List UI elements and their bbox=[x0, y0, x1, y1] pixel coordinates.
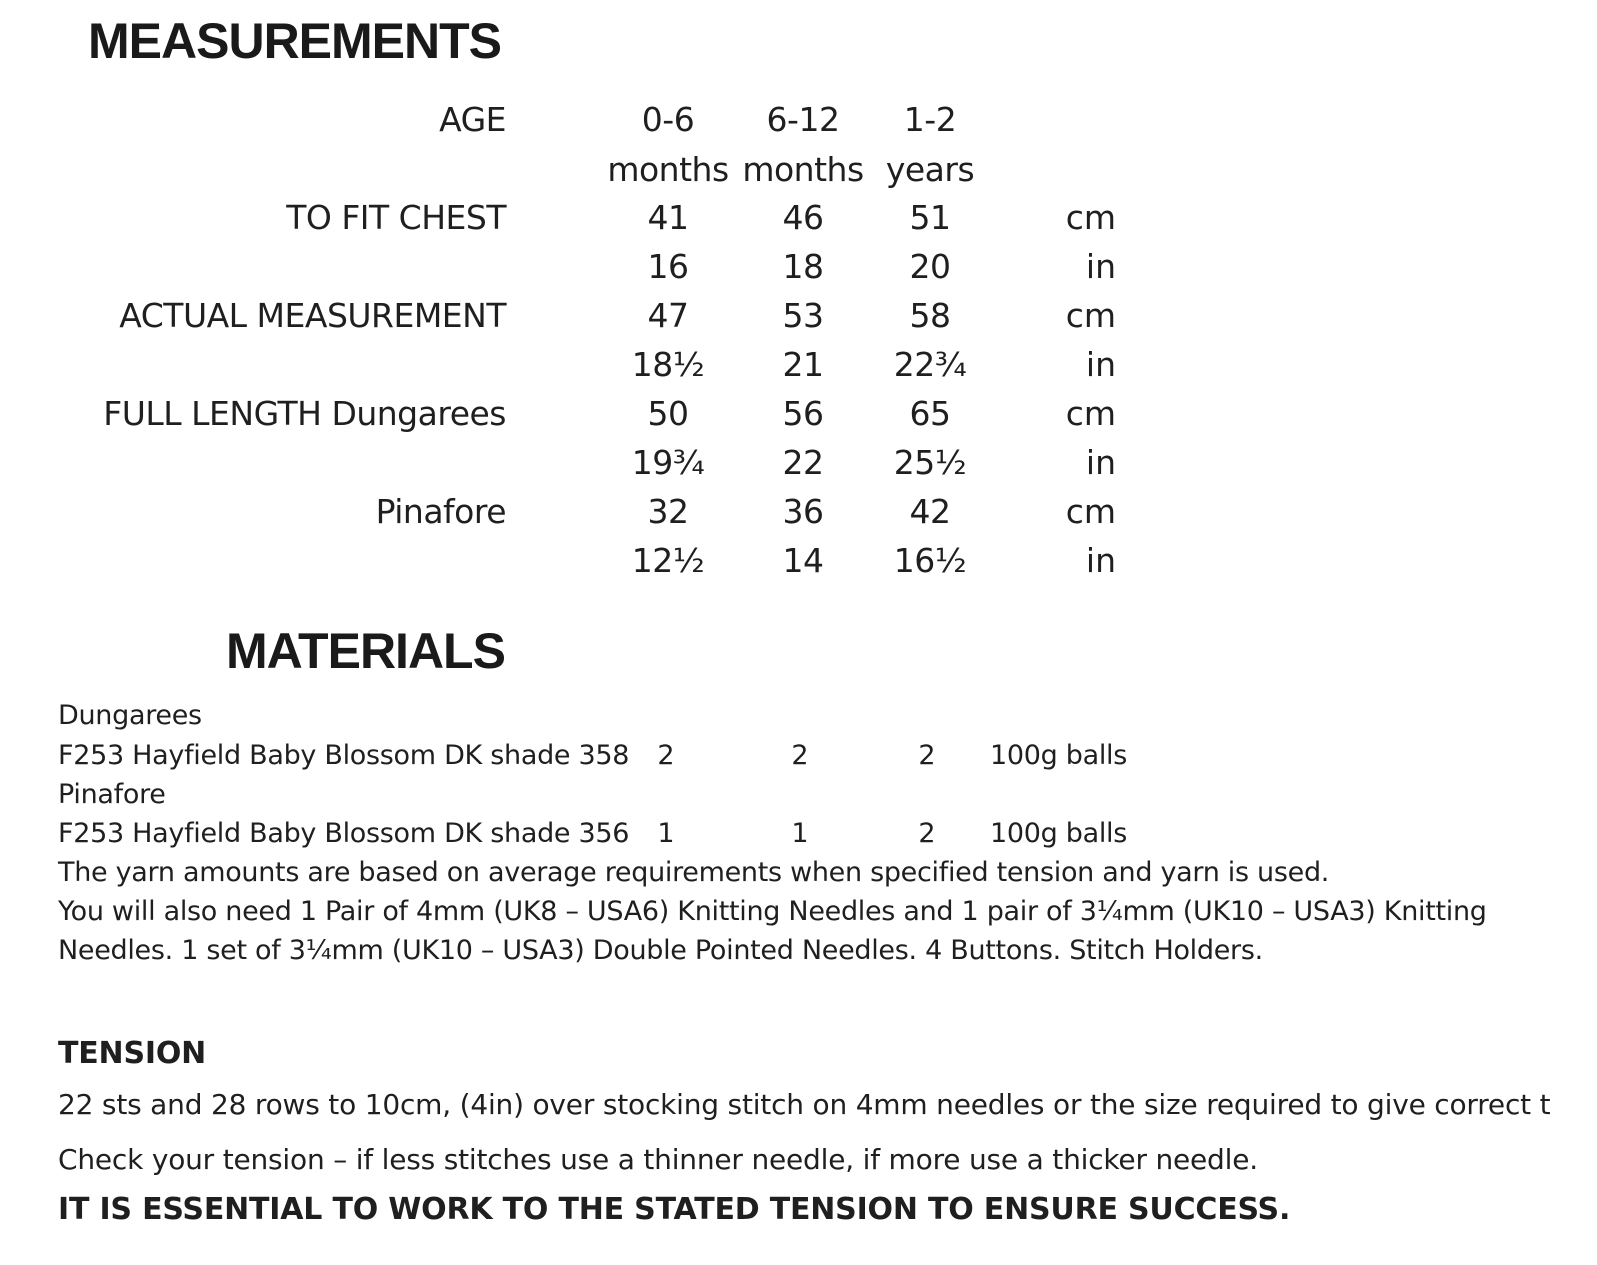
dungarees-label: Dungarees bbox=[58, 700, 202, 731]
row-label: Pinafore bbox=[375, 492, 506, 531]
tension-line-1: 22 sts and 28 rows to 10cm, (4in) over stocking stitch on 4mm needles or the size required to give correct t bbox=[58, 1088, 1551, 1121]
yarn-qty: 2 bbox=[657, 740, 675, 771]
measurements-heading: MEASUREMENTS bbox=[88, 13, 502, 69]
row-value: 56 bbox=[782, 394, 824, 433]
row-value: 18½ bbox=[631, 345, 705, 384]
yarn-qty: 1 bbox=[657, 818, 675, 849]
yarn-unit: 100g balls bbox=[990, 818, 1128, 849]
size-1-bottom: months bbox=[742, 150, 864, 189]
row-value: 16 bbox=[647, 247, 689, 286]
row-value: 22 bbox=[782, 443, 824, 482]
row-unit: cm bbox=[1065, 296, 1116, 335]
row-unit: cm bbox=[1065, 492, 1116, 531]
row-value: 51 bbox=[909, 198, 951, 237]
row-value: 36 bbox=[782, 492, 824, 531]
row-unit: in bbox=[1085, 345, 1116, 384]
row-value: 18 bbox=[782, 247, 824, 286]
row-label: ACTUAL MEASUREMENT bbox=[119, 296, 506, 335]
row-value: 53 bbox=[782, 296, 824, 335]
size-2-bottom: years bbox=[885, 150, 975, 189]
row-value: 16½ bbox=[893, 541, 967, 580]
yarn-name: F253 Hayfield Baby Blossom DK shade 358 bbox=[58, 740, 630, 771]
row-value: 20 bbox=[909, 247, 951, 286]
needles-line-2: Needles. 1 set of 3¼mm (UK10 – USA3) Double Pointed Needles. 4 Buttons. Stitch Holders. bbox=[58, 935, 1263, 966]
pinafore-label: Pinafore bbox=[58, 779, 166, 810]
row-value: 58 bbox=[909, 296, 951, 335]
row-value: 65 bbox=[909, 394, 951, 433]
row-label: TO FIT CHEST bbox=[286, 198, 506, 237]
row-unit: in bbox=[1085, 443, 1116, 482]
row-value: 42 bbox=[909, 492, 951, 531]
needles-line-1: You will also need 1 Pair of 4mm (UK8 – USA6) Knitting Needles and 1 pair of 3¼mm (UK10 – USA3) Knitting bbox=[58, 896, 1487, 927]
size-0-top: 0-6 bbox=[641, 100, 695, 139]
age-label: AGE bbox=[439, 100, 506, 139]
size-2-top: 1-2 bbox=[903, 100, 957, 139]
yarn-qty: 2 bbox=[918, 818, 936, 849]
row-value: 41 bbox=[647, 198, 689, 237]
row-value: 21 bbox=[782, 345, 824, 384]
yarn-name: F253 Hayfield Baby Blossom DK shade 356 bbox=[58, 818, 630, 849]
tension-line-2: Check your tension – if less stitches use a thinner needle, if more use a thicker needle. bbox=[58, 1143, 1258, 1176]
row-value: 46 bbox=[782, 198, 824, 237]
row-value: 12½ bbox=[631, 541, 705, 580]
row-value: 19¾ bbox=[631, 443, 705, 482]
yarn-note: The yarn amounts are based on average requirements when specified tension and yarn is used. bbox=[58, 857, 1330, 888]
row-value: 14 bbox=[782, 541, 824, 580]
materials-heading: MATERIALS bbox=[226, 623, 505, 679]
row-value: 32 bbox=[647, 492, 689, 531]
row-value: 47 bbox=[647, 296, 689, 335]
row-label: FULL LENGTH Dungarees bbox=[103, 394, 506, 433]
row-value: 22¾ bbox=[893, 345, 967, 384]
yarn-qty: 1 bbox=[791, 818, 809, 849]
row-unit: cm bbox=[1065, 198, 1116, 237]
yarn-unit: 100g balls bbox=[990, 740, 1128, 771]
row-unit: in bbox=[1085, 541, 1116, 580]
tension-line-3: IT IS ESSENTIAL TO WORK TO THE STATED TENSION TO ENSURE SUCCESS. bbox=[58, 1192, 1291, 1227]
yarn-qty: 2 bbox=[918, 740, 936, 771]
row-unit: cm bbox=[1065, 394, 1116, 433]
yarn-qty: 2 bbox=[791, 740, 809, 771]
tension-heading: TENSION bbox=[58, 1036, 207, 1071]
row-unit: in bbox=[1085, 247, 1116, 286]
size-0-bottom: months bbox=[607, 150, 729, 189]
size-1-top: 6-12 bbox=[766, 100, 840, 139]
row-value: 50 bbox=[647, 394, 689, 433]
row-value: 25½ bbox=[893, 443, 967, 482]
